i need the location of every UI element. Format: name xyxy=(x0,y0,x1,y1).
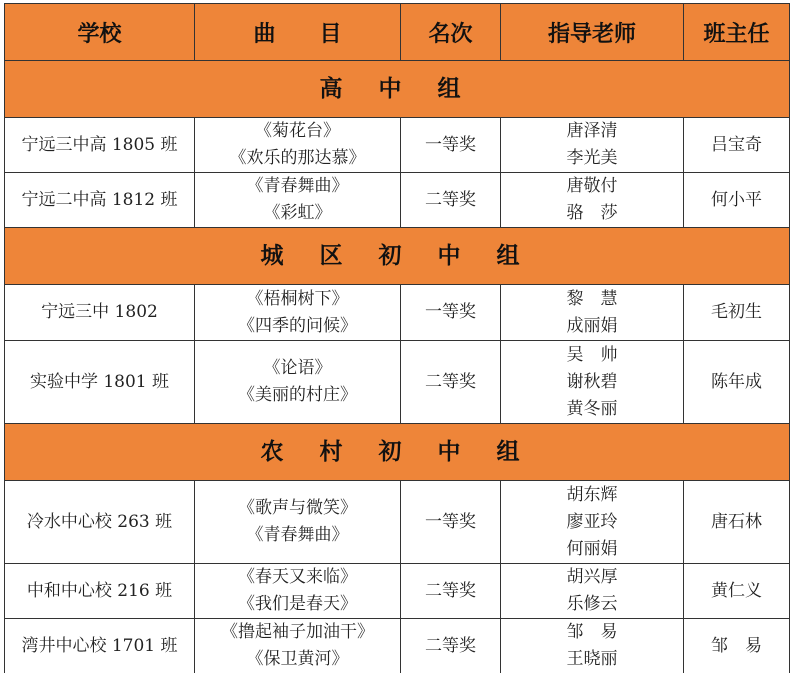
table-row xyxy=(5,118,790,173)
school-cell: 宁远三中 1802 xyxy=(5,285,195,341)
teacher-line: 胡东辉 xyxy=(566,484,618,505)
piece-cell xyxy=(195,481,401,564)
teacher-line: 胡兴厚 xyxy=(566,567,618,587)
teacher-line: 何丽娟 xyxy=(566,538,618,559)
teacher-cell xyxy=(501,619,684,674)
teacher-line: 乐修云 xyxy=(566,594,618,614)
school-cell: 宁远三中高 1805 班 xyxy=(5,118,195,173)
piece-line: 《论语》 xyxy=(263,358,332,378)
rank-cell: 二等奖 xyxy=(401,341,501,424)
teacher-cell xyxy=(501,118,684,173)
header-school: 学校 xyxy=(5,4,195,61)
table-row xyxy=(5,285,790,341)
piece-cell xyxy=(195,619,401,674)
group-header-senior-high xyxy=(5,61,790,118)
piece-line: 《欢乐的那达慕》 xyxy=(229,148,366,168)
teacher-line: 吴 帅 xyxy=(566,344,618,365)
piece-line: 《我们是春天》 xyxy=(238,594,357,614)
piece-cell xyxy=(195,173,401,228)
piece-line: 《保卫黄河》 xyxy=(246,649,349,669)
table-row xyxy=(5,564,790,619)
teacher-line: 唐敬付 xyxy=(566,176,618,196)
piece-line: 《撸起袖子加油干》 xyxy=(221,622,374,642)
school-cell: 中和中心校 216 班 xyxy=(5,564,195,619)
piece-line: 《彩虹》 xyxy=(263,203,332,223)
header-head-teacher: 班主任 xyxy=(684,4,790,61)
rank-cell: 一等奖 xyxy=(401,481,501,564)
group-title: 高 中 组 xyxy=(5,61,790,118)
table-row xyxy=(5,481,790,564)
rank-cell: 二等奖 xyxy=(401,564,501,619)
group-title: 农 村 初 中 组 xyxy=(5,424,790,481)
head-teacher-cell: 邹 易 xyxy=(684,619,790,674)
table-row xyxy=(5,619,790,674)
rank-cell: 二等奖 xyxy=(401,619,501,674)
piece-line: 《梧桐树下》 xyxy=(246,288,349,309)
piece-line: 《青春舞曲》 xyxy=(246,525,349,545)
teacher-line: 李光美 xyxy=(566,148,618,168)
teacher-line: 唐泽清 xyxy=(566,121,618,141)
teacher-line: 廖亚玲 xyxy=(566,511,618,532)
teacher-line: 黄冬丽 xyxy=(566,398,618,419)
teacher-cell xyxy=(501,173,684,228)
head-teacher-cell: 毛初生 xyxy=(684,285,790,341)
piece-line: 《美丽的村庄》 xyxy=(238,385,357,405)
header-teacher: 指导老师 xyxy=(501,4,684,61)
school-cell: 实验中学 1801 班 xyxy=(5,341,195,424)
piece-cell xyxy=(195,285,401,341)
head-teacher-cell: 吕宝奇 xyxy=(684,118,790,173)
teacher-line: 王晓丽 xyxy=(566,649,618,669)
awards-table xyxy=(4,3,790,673)
school-cell: 湾井中心校 1701 班 xyxy=(5,619,195,674)
teacher-line: 骆 莎 xyxy=(566,203,618,223)
piece-line: 《青春舞曲》 xyxy=(246,176,349,196)
head-teacher-cell: 陈年成 xyxy=(684,341,790,424)
piece-cell xyxy=(195,564,401,619)
table-row xyxy=(5,341,790,424)
rank-cell: 一等奖 xyxy=(401,285,501,341)
head-teacher-cell: 黄仁义 xyxy=(684,564,790,619)
head-teacher-cell: 何小平 xyxy=(684,173,790,228)
teacher-cell xyxy=(501,285,684,341)
group-header-rural-junior xyxy=(5,424,790,481)
header-row xyxy=(5,4,790,61)
school-cell: 冷水中心校 263 班 xyxy=(5,481,195,564)
teacher-cell xyxy=(501,341,684,424)
piece-line: 《歌声与微笑》 xyxy=(238,498,357,518)
piece-cell xyxy=(195,118,401,173)
teacher-line: 成丽娟 xyxy=(566,315,618,336)
teacher-cell xyxy=(501,564,684,619)
piece-cell xyxy=(195,341,401,424)
piece-line: 《四季的问候》 xyxy=(238,315,357,336)
teacher-cell xyxy=(501,481,684,564)
group-title: 城 区 初 中 组 xyxy=(5,228,790,285)
header-piece: 曲 目 xyxy=(195,4,401,61)
piece-line: 《菊花台》 xyxy=(255,121,340,141)
table-row xyxy=(5,173,790,228)
teacher-line: 邹 易 xyxy=(566,622,618,642)
rank-cell: 二等奖 xyxy=(401,173,501,228)
header-rank: 名次 xyxy=(401,4,501,61)
piece-line: 《春天又来临》 xyxy=(238,567,357,587)
group-header-urban-junior xyxy=(5,228,790,285)
teacher-line: 黎 慧 xyxy=(566,288,618,309)
head-teacher-cell: 唐石林 xyxy=(684,481,790,564)
rank-cell: 一等奖 xyxy=(401,118,501,173)
teacher-line: 谢秋碧 xyxy=(566,371,618,392)
school-cell: 宁远二中高 1812 班 xyxy=(5,173,195,228)
